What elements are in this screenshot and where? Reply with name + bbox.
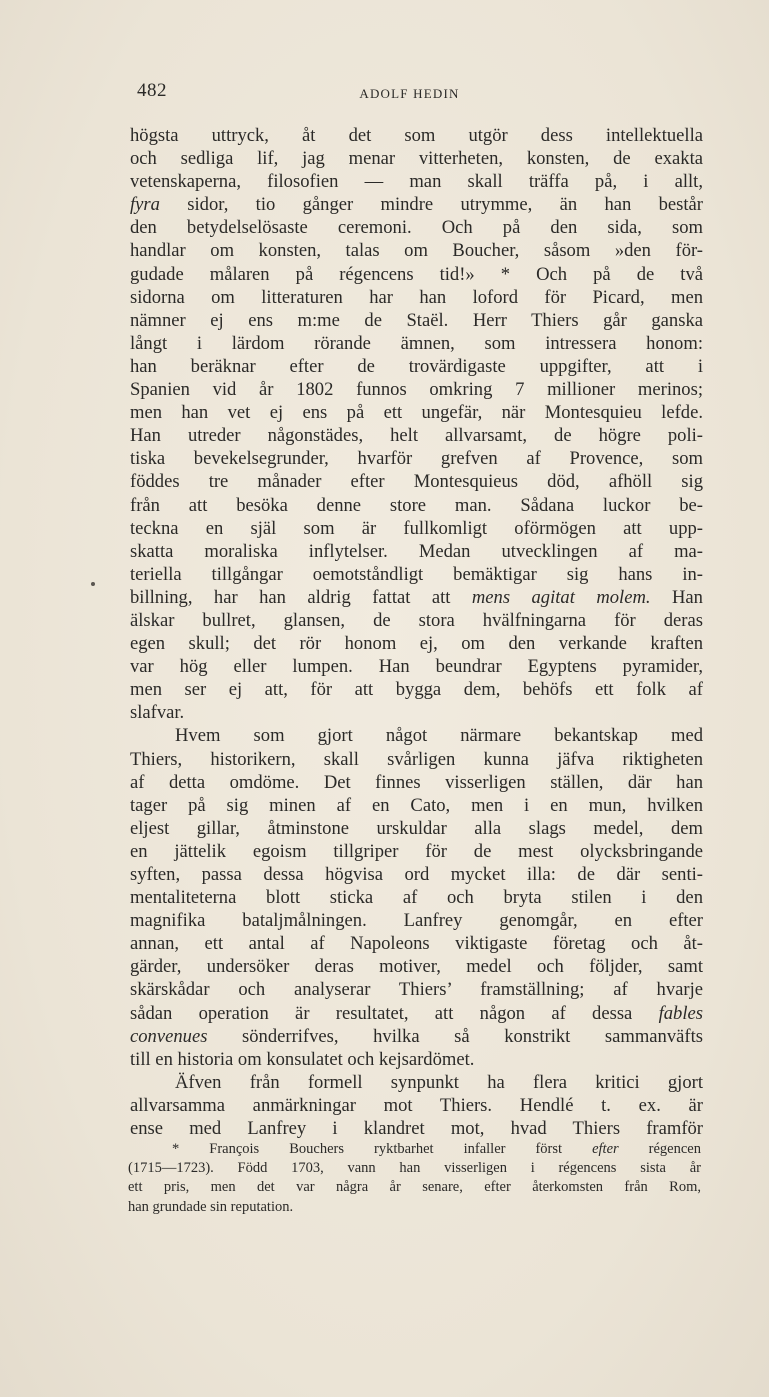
body-line: Han utreder någonstädes, helt allvarsamt, de högre poli- bbox=[130, 425, 703, 447]
text-run: sönderrifves, hvilka så konstrikt sammanväfts bbox=[207, 1025, 703, 1047]
body-line bbox=[130, 193, 703, 216]
italic-text: fables bbox=[658, 1002, 703, 1024]
body-line bbox=[130, 1025, 703, 1048]
body-line: tiska bevekelsegrunder, hvarför grefven af Provence, som bbox=[130, 448, 703, 470]
body-line: han beräknar efter de trovärdigaste uppgifter, att i bbox=[130, 355, 703, 377]
body-line bbox=[130, 586, 703, 609]
margin-mark bbox=[91, 582, 95, 586]
body-line: skärskådar och analyserar Thiers’ framställning; af hvarje bbox=[130, 979, 703, 1001]
body-line: teriella tillgångar oemotståndligt bemäktigar sig hans in- bbox=[130, 563, 703, 585]
body-line: tager på sig minen af en Cato, men i en mun, hvilken bbox=[130, 794, 703, 816]
body-text bbox=[130, 124, 703, 1140]
body-line: af detta omdöme. Det finnes visserligen ställen, där han bbox=[130, 771, 703, 793]
italic-text: mens agitat molem. bbox=[471, 586, 651, 608]
italic-text: efter bbox=[592, 1141, 619, 1157]
body-line: den betydelselösaste ceremoni. Och på den sida, som bbox=[130, 217, 703, 239]
body-line: teckna en själ som är fullkomligt oförmögen att upp- bbox=[130, 517, 703, 539]
italic-text: fyra bbox=[130, 194, 160, 216]
body-line: men han vet ej ens på ett ungefär, när Montesquieu lefde. bbox=[130, 402, 703, 424]
body-line: slafvar. bbox=[130, 702, 185, 724]
body-line: skatta moraliska inflytelser. Medan utvecklingen af ma- bbox=[130, 540, 703, 562]
footnote-line bbox=[128, 1140, 701, 1159]
body-line: Spanien vid år 1802 funnos omkring 7 millioner merinos; bbox=[130, 379, 703, 401]
body-line: gudade målaren på régencens tid!» * Och på de två bbox=[130, 263, 703, 285]
body-line: högsta uttryck, åt det som utgör dess intellektuella bbox=[130, 125, 703, 146]
body-line bbox=[130, 1002, 703, 1025]
body-line: Äfven från formell synpunkt ha flera kritici gjort bbox=[175, 1071, 703, 1093]
text-run: régencen bbox=[618, 1141, 701, 1157]
body-line: Hvem som gjort något närmare bekantskap med bbox=[175, 725, 703, 747]
footnote-line: ett pris, men det var några år senare, efter återkomsten från Rom, bbox=[128, 1179, 701, 1196]
footnote-line: han grundade sin reputation. bbox=[128, 1198, 294, 1215]
body-line: handlar om konsten, talas om Boucher, såsom »den för- bbox=[130, 240, 703, 262]
text-run: billning, har han aldrig fattat att bbox=[130, 586, 472, 608]
body-line: en jättelik egoism tillgriper för de mest olycksbringande bbox=[130, 840, 703, 862]
body-line: annan, ett antal af Napoleons viktigaste företag och åt- bbox=[130, 933, 703, 955]
body-line: egen skull; det rör honom ej, om den verkande kraften bbox=[130, 633, 703, 655]
body-line: till en historia om konsulatet och kejsardömet. bbox=[130, 1048, 475, 1070]
body-line: allvarsamma anmärkningar mot Thiers. Hendlé t. ex. är bbox=[130, 1094, 703, 1116]
text-run: * François Bouchers ryktbarhet infaller först bbox=[172, 1141, 593, 1157]
footnote-block bbox=[128, 1140, 701, 1217]
body-line: sidorna om litteraturen har han loford för Picard, men bbox=[130, 286, 703, 308]
body-line: ense med Lanfrey i klandret mot, hvad Thiers framför bbox=[130, 1118, 703, 1140]
body-line: var hög eller lumpen. Han beundrar Egyptens pyramider, bbox=[130, 656, 703, 678]
text-run: Han bbox=[650, 586, 703, 608]
body-line: vetenskaperna, filosofien — man skall träffa på, i allt, bbox=[130, 171, 703, 193]
body-line: och sedliga lif, jag menar vitterheten, konsten, de exakta bbox=[130, 148, 703, 170]
body-line: eljest gillar, åtminstone urskuldar alla slags medel, dem bbox=[130, 817, 703, 839]
footnote-line: (1715—1723). Född 1703, vann han visserligen i régencens sista år bbox=[128, 1160, 701, 1177]
body-line: gärder, undersöker deras motiver, medel och följder, samt bbox=[130, 956, 703, 978]
body-line: mentaliteterna blott sticka af och bryta stilen i den bbox=[130, 887, 703, 909]
body-line: från att besöka denne store man. Sådana luckor be- bbox=[130, 494, 703, 516]
body-line: långt i lärdom rörande ämnen, som intressera honom: bbox=[130, 332, 703, 354]
body-line: älskar bullret, glansen, de stora hvälfningarna för deras bbox=[130, 609, 703, 631]
body-line: föddes tre månader efter Montesquieus död, afhöll sig bbox=[130, 471, 703, 493]
body-line: Thiers, historikern, skall svårligen kunna jäfva riktigheten bbox=[130, 748, 703, 770]
body-line: syften, passa dessa högvisa ord mycket illa: de där senti- bbox=[130, 864, 703, 885]
italic-text: convenues bbox=[130, 1025, 208, 1047]
body-line: magnifika bataljmålningen. Lanfrey genomgår, en efter bbox=[130, 910, 703, 932]
text-run: sidor, tio gånger mindre utrymme, än han består bbox=[159, 194, 703, 216]
body-line: men ser ej att, för att bygga dem, behöfs ett folk af bbox=[130, 679, 703, 701]
page-number: 482 bbox=[137, 80, 167, 101]
body-line: nämner ej ens m:me de Staël. Herr Thiers går ganska bbox=[130, 309, 703, 331]
text-run: sådan operation är resultatet, att någon af dessa bbox=[130, 1002, 659, 1024]
running-head: ADOLF HEDIN bbox=[359, 86, 460, 101]
